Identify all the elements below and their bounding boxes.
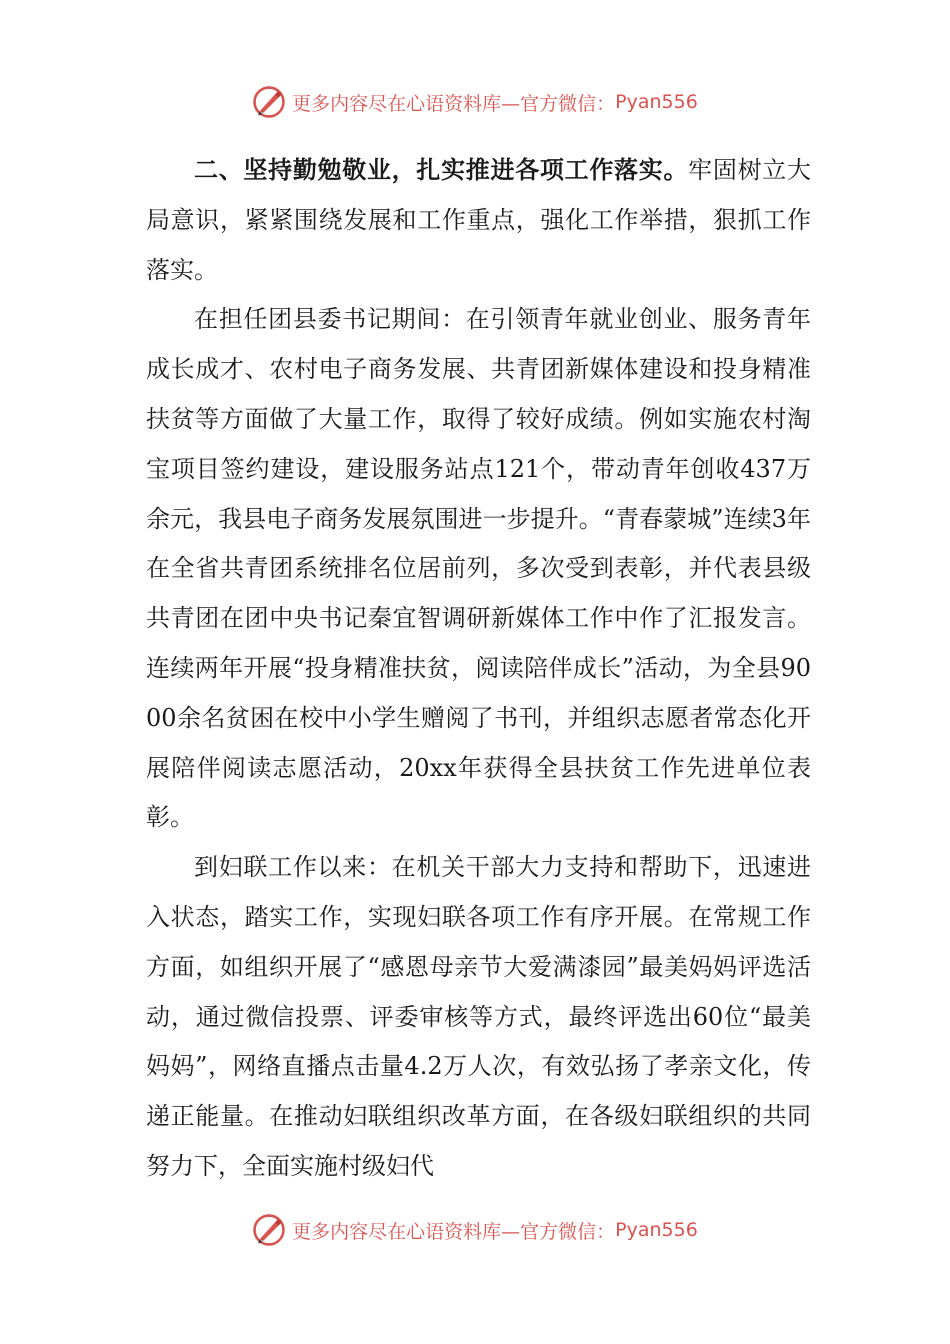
paragraph-1-text: 牢固树立大局意识，紧紧围绕发展和工作重点，强化工作举措，狠抓工作落实。: [146, 156, 812, 284]
footer-watermark: [0, 1210, 950, 1250]
watermark-wechat-id: Pyan556: [615, 91, 698, 113]
header-watermark: [0, 82, 950, 122]
document-body: [146, 145, 811, 1192]
paragraph-1: [146, 145, 811, 295]
watermark-text: 更多内容尽在心语资料库—官方微信：: [292, 92, 616, 115]
watermark-wechat-id: Pyan556: [615, 1219, 698, 1241]
paragraph-2: [146, 295, 811, 843]
section-heading: 二、坚持勤勉敬业，扎实推进各项工作落实。: [194, 155, 689, 184]
paragraph-2-text: 在担任团县委书记期间：在引领青年就业创业、服务青年成长成才、农村电子商务发展、共青团新媒体建设和投身精准扶贫等方面做了大量工作，取得了较好成绩。例如实施农村淘宝项目签约建设，建设服务站点121个，带动青年创收437万余元，我县电子商务发展氛围进一步提升。“青春蒙城”连续3年在全省共青团系统排名位居前列，多次受到表彰，并代表县级共青团在团中央书记秦宜智调研新媒体工作中作了汇报发言。连续两年开展“投身精准扶贫，阅读陪伴成长”活动，为全县9000余名贫困在校中小学生赠阅了书刊，并组织志愿者常态化开展陪伴阅读志愿活动，20xx年获得全县扶贫工作先进单位表彰。: [146, 305, 811, 832]
pen-seal-logo-icon: [252, 1213, 286, 1247]
watermark-text: 更多内容尽在心语资料库—官方微信：: [292, 1220, 616, 1243]
pen-seal-logo-icon: [252, 85, 286, 119]
paragraph-3: [146, 843, 811, 1192]
paragraph-3-text: 到妇联工作以来：在机关干部大力支持和帮助下，迅速进入状态，踏实工作，实现妇联各项工作有序开展。在常规工作方面，如组织开展了“感恩母亲节大爱满漆园”最美妈妈评选活动，通过微信投票、评委审核等方式，最终评选出60位“最美妈妈”，网络直播点击量4.2万人次，有效弘扬了孝亲文化，传递正能量。在推动妇联组织改革方面，在各级妇联组织的共同努力下，全面实施村级妇代: [146, 853, 811, 1180]
